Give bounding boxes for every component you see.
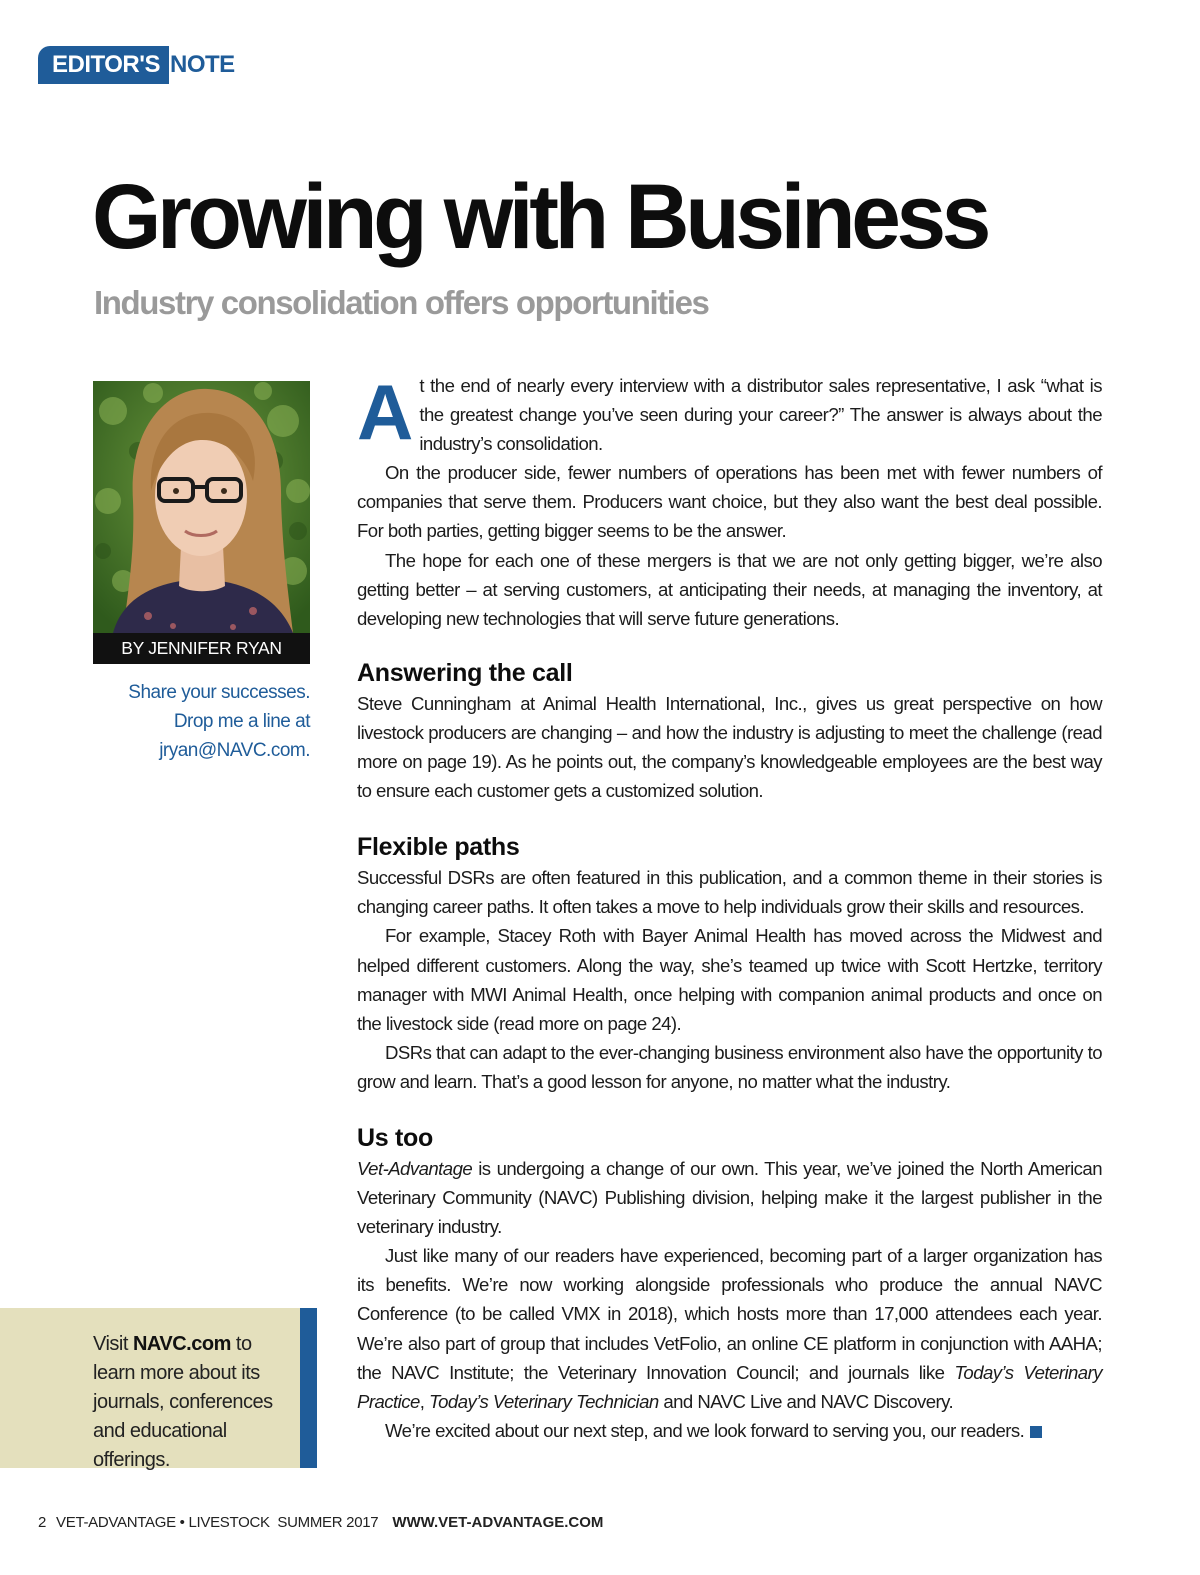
promo-suffix: to learn more about its journals, conferences and educational offerings.: [93, 1333, 273, 1471]
paragraph: On the producer side, fewer numbers of operations has been met with fewer numbers of companies that serve them. Producers want choice, but they also want the best deal possible. For both parties, getting bigger seems to be the answer.: [357, 462, 1102, 542]
website-link[interactable]: WWW.VET-ADVANTAGE.COM: [392, 1514, 604, 1531]
promo-link[interactable]: NAVC.com: [132, 1333, 231, 1355]
paragraph-text: Just like many of our readers have experienced, becoming part of a larger organization has its benefits. We’re now working alongside professionals who produce the annual NAVC Conference (to be called VMX in 2018), which hosts more than 17,000 attendees each year. We’re also part of group that includes VetFolio, an online CE platform in conjunction with AAHA; the NAVC Institute; the Veterinary Innovation Council; and journals like: [357, 1245, 1102, 1383]
section-heading: Us too: [357, 1123, 433, 1152]
promo-accent-bar: [300, 1308, 317, 1468]
page-footer: [38, 1514, 603, 1531]
publication-info: VET-ADVANTAGE • LIVESTOCK SUMMER 2017: [56, 1514, 379, 1531]
section-tag: [38, 46, 238, 84]
publication-name: Vet-Advantage: [357, 1157, 473, 1179]
section-heading: Answering the call: [357, 658, 573, 687]
author-byline: BY JENNIFER RYAN: [93, 633, 310, 664]
paragraph: For example, Stacey Roth with Bayer Animal Health has moved across the Midwest and helped different customers. Along the way, she’s teamed up twice with Scott Hertzke, territory manager with MWI Animal Health, once helping with companion animal products and once on the livestock side (read more on page 24).: [357, 925, 1102, 1034]
contact-line: Share your successes.: [128, 682, 310, 703]
drop-cap: A: [357, 368, 414, 456]
contact-line: Drop me a line at: [173, 711, 310, 732]
section-heading: Flexible paths: [357, 833, 520, 862]
paragraph: Steve Cunningham at Animal Health International, Inc., gives us great perspective on how livestock producers are changing – and how the industry is adjusting to meet the challenge (read more on page 19). As he points out, the company’s knowledgeable employees are the best way to ensure each customer gets a customized solution.: [357, 692, 1102, 802]
section-tag-word2: NOTE: [170, 51, 235, 78]
paragraph: The hope for each one of these mergers is that we are not only getting bigger, we’re also getting better – at serving customers, at anticipating their needs, at managing the inventory, at developing new technologies that will serve future generations.: [357, 549, 1102, 629]
promo-text: [93, 1330, 293, 1475]
section-tag-word1: EDITOR'S: [52, 51, 160, 78]
paragraph-text: and NAVC Live and NAVC Discovery.: [658, 1390, 954, 1412]
journal-name: Today’s Veterinary Practice: [357, 1361, 1102, 1412]
page-number: 2: [38, 1514, 47, 1531]
paragraph: [357, 1154, 1102, 1241]
promo-prefix: Visit: [93, 1333, 133, 1355]
journal-name: Today’s Veterinary Technician: [429, 1390, 659, 1412]
paragraph: [357, 1241, 1102, 1416]
paragraph-text: t the end of nearly every interview with a distributor sales representative, I ask “what is the greatest change you’ve seen during your career?” The answer is always about the industry’s consolidation.: [419, 375, 1102, 455]
paragraph-text: is undergoing a change of our own. This year, we’ve joined the North American Veterinary Community (NAVC) Publishing division, helping make it the largest publisher in the veterinary industry.: [357, 1157, 1102, 1238]
paragraph: Successful DSRs are often featured in this publication, and a common theme in their stories is changing career paths. It often takes a move to help individuals grow their skills and resources.: [357, 867, 1102, 918]
paragraph: DSRs that can adapt to the ever-changing business environment also have the opportunity to grow and learn. That’s a good lesson for anyone, no matter what the industry.: [357, 1041, 1102, 1092]
article-title: Growing with Business: [92, 166, 988, 268]
author-contact: [93, 678, 310, 765]
article-body: [357, 368, 1102, 1445]
paragraph: [357, 1416, 1102, 1445]
end-mark-icon: [1030, 1426, 1042, 1438]
contact-email-link[interactable]: jryan@NAVC.com.: [159, 740, 310, 761]
paragraph-text: ,: [419, 1390, 430, 1412]
author-photo: [93, 381, 310, 633]
article-subtitle: Industry consolidation offers opportunities: [94, 284, 709, 321]
paragraph-text: We’re excited about our next step, and we look forward to serving you, our readers.: [385, 1419, 1025, 1441]
paragraph: [357, 368, 1102, 458]
